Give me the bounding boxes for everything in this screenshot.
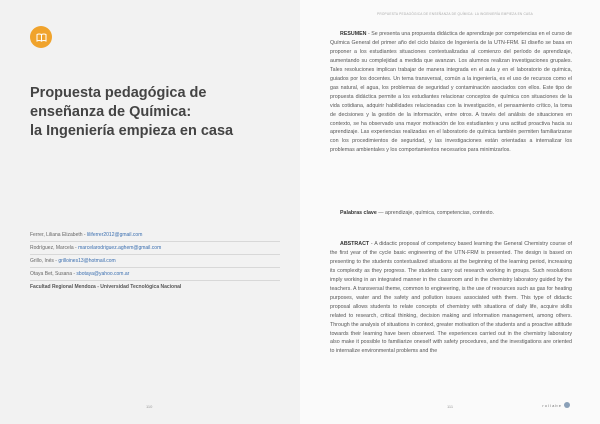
footer-brand — [542, 402, 570, 408]
abstract-text: - A didactic proposal of competency based learning the General Chemistry course of the first year of the cycle basic engineering of the UTN-FRM is presented. The design is based on presenting to the students contextualized situations at the beginning of the learning period, increasing its complexity as they progress. The students carry out research working in groups. Such resolutions imply working in an integrated manner in the classroom and in the chemistry laboratory guided by the teachers. A transversal theme, common to engineering, is the use of resources such as gas for heating purposes, water and the safety and pollution issues associated with them. This type of didactic proposal allows students to relate concepts of chemistry with situations of daily life, acquire skills related to research, critical thinking, decision making and information management, among others. Through the analysis of situations in context, greater motivation of the students and a proactive attitude towards their learning have been observed. The experiences carried out in the chemistry laboratory also make it possible to familiarize oneself with safety procedures, and the investigations are oriented to internalize environmental problems and the — [330, 241, 572, 355]
title-line: enseñanza de Química: — [30, 104, 192, 120]
resumen-text: - Se presenta una propuesta didáctica de aprendizaje por competencias en el curso de Química General del primer año del ciclo básico de Ingeniería de la UTN-FRM. El diseño se basa en proponer a los estudiantes situaciones contextualizadas al comienzo del período de aprendizaje, aumentando su complejidad a medida que avanzan. Los alumnos realizan investigaciones grupales. Tales resoluciones implican trabajar de manera integrada en el aula y en el laboratorio de química, guiados por los docentes. Un tema transversal, común a la ingeniería, es el uso de recursos como el gas natural, el agua, los problemas de seguridad y contaminación asociados con ellos. Este tipo de propuesta didáctica permite a los estudiantes relacionar conceptos de química con situaciones de la vida cotidiana, adquirir habilidades relacionadas con la investigación, el pensamiento crítico, la toma de decisiones y la gestión de la información, entre otros. A través del análisis de situaciones en contexto, se ha observado una mayor motivación de los estudiantes y una actitud proactiva hacia su aprendizaje. Las experiencias realizadas en el laboratorio de química también permiten familiarizarse con los procedimientos de seguridad, y las investigaciones están orientadas a internalizar los problemas ambientales y los comportamientos necesarios para minimizarlos. — [330, 31, 572, 154]
article-title — [30, 84, 285, 141]
page-number-left: 110 — [146, 404, 153, 409]
resumen-paragraph — [330, 30, 572, 155]
author-name: Grillo, Inés - — [30, 258, 59, 264]
book-icon — [36, 33, 47, 42]
resumen-label: RESUMEN — [340, 31, 367, 37]
author-email-link[interactable]: sbotaya@yahoo.com.ar — [76, 271, 130, 277]
section-badge — [30, 26, 52, 48]
author-list — [30, 230, 280, 282]
author-name: Rodríguez, Marcela - — [30, 245, 79, 251]
title-line: la Ingeniería empieza en casa — [30, 123, 234, 139]
abstract-label: ABSTRACT — [340, 241, 370, 247]
author-email-link[interactable]: marcelarodriguez.aghem@gmail.com — [78, 245, 162, 251]
keywords-line — [340, 210, 494, 216]
keywords-text: — aprendizaje, química, competencias, contexto. — [376, 210, 494, 216]
author-name: Ferrer, Liliana Elizabeth - — [30, 232, 87, 238]
author-entry — [30, 269, 280, 281]
author-entry — [30, 230, 280, 242]
author-email-link[interactable]: grilloines13@hotmail.com — [58, 258, 116, 264]
brand-logo-icon — [564, 402, 570, 408]
abstract-paragraph — [330, 240, 572, 356]
author-name: Otaya Bet, Susana - — [30, 271, 77, 277]
faculty-affiliation: Facultad Regional Mendoza - Universidad Tecnológica Nacional — [30, 284, 182, 290]
title-line: Propuesta pedagógica de — [30, 85, 207, 101]
author-entry — [30, 243, 280, 255]
running-header: PROPUESTA PEDAGÓGICA DE ENSEÑANZA DE QUÍMICA: LA INGENIERÍA EMPIEZA EN CASA — [377, 12, 533, 16]
footer-brand-text: r o l l a b e — [542, 402, 561, 408]
keywords-label: Palabras clave — [340, 210, 377, 216]
page-number-right: 111 — [447, 404, 454, 409]
author-email-link[interactable]: liliferrer2012@gmail.com — [86, 232, 143, 238]
author-entry — [30, 256, 280, 268]
